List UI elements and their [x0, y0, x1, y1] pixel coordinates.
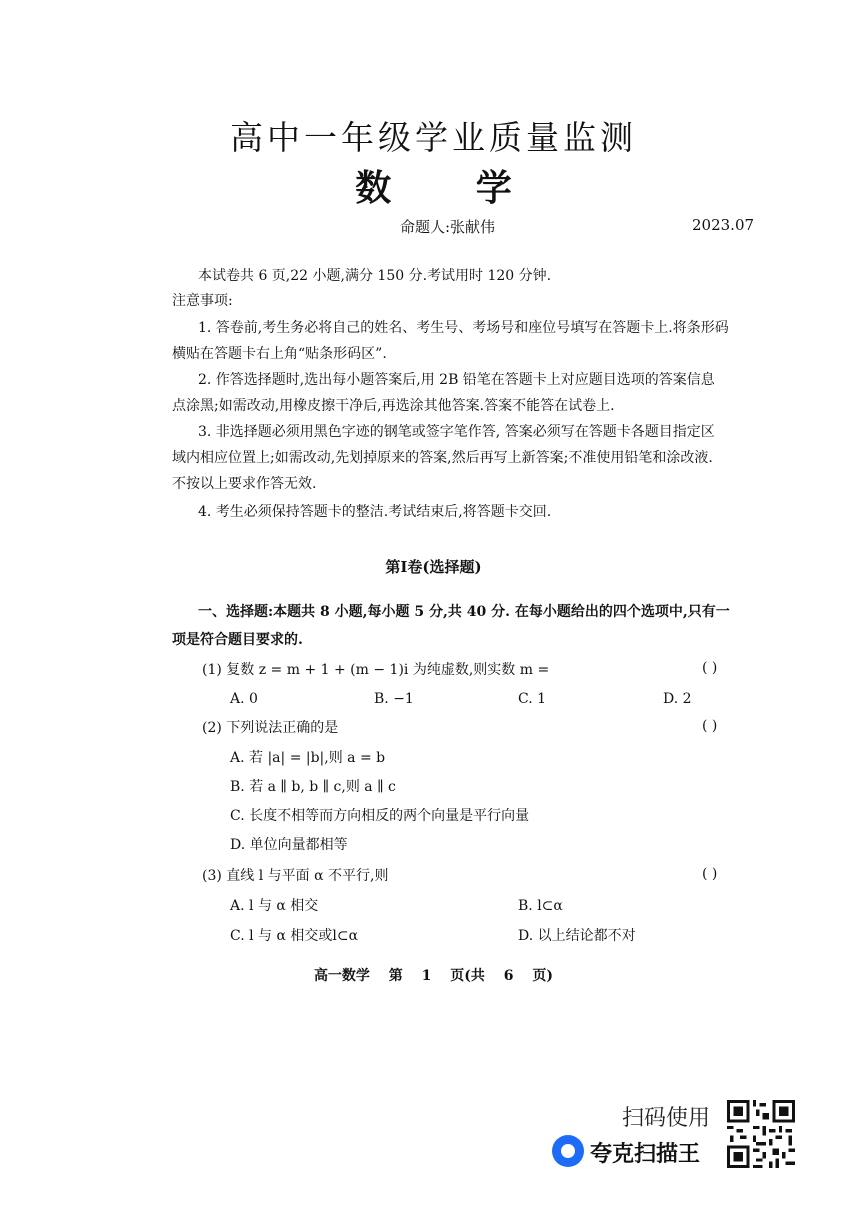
answer-bracket: ( )	[702, 718, 718, 734]
note-line: 1. 答卷前,考生务必将自己的姓名、考生号、考场号和座位号填写在答题卡上.将条形码	[198, 320, 729, 336]
scanner-brand	[552, 1135, 722, 1167]
question-stem: (1) 复数 z = m + 1 + (m − 1)i 为纯虚数,则实数 m =	[202, 662, 550, 678]
exam-title: 高中一年级学业质量监测	[230, 118, 637, 157]
question-stem: (3) 直线 l 与平面 α 不平行,则	[202, 868, 389, 884]
note-line: 横贴在答题卡右上角“贴条形码区”.	[172, 346, 387, 362]
option-d: D. 2	[663, 691, 692, 707]
option-d: D. 单位向量都相等	[230, 837, 348, 853]
answer-bracket: ( )	[702, 660, 718, 676]
option-b: B. −1	[374, 691, 414, 707]
option-b: B. l⊂α	[518, 898, 563, 914]
option-d: D. 以上结论都不对	[518, 928, 636, 944]
answer-bracket: ( )	[702, 866, 718, 882]
option-c: C. 长度不相等而方向相反的两个向量是平行向量	[230, 808, 530, 824]
scan-caption: 扫码使用	[622, 1106, 711, 1131]
section-title: 第I卷(选择题)	[385, 558, 482, 576]
exam-date: 2023.07	[692, 216, 755, 234]
note-line: 点涂黑;如需改动,用橡皮擦干净后,再选涂其他答案.答案不能答在试卷上.	[172, 398, 615, 414]
quark-logo-icon	[552, 1135, 584, 1167]
option-a: A. 0	[230, 691, 258, 707]
notice-title: 注意事项:	[172, 293, 233, 309]
option-b: B. 若 a ∥ b, b ∥ c,则 a ∥ c	[230, 779, 396, 795]
exam-subject: 数 学	[355, 167, 548, 209]
note-line: 3. 非选择题必须用黑色字迹的钢笔或签字笔作答, 答案必须写在答题卡各题目指定区	[198, 424, 715, 440]
page-footer: 高一数学 第 1 页(共 6 页)	[313, 968, 554, 984]
section-instruction: 一、选择题:本题共 8 小题,每小题 5 分,共 40 分. 在每小题给出的四个选项中,只有一	[198, 604, 730, 620]
question-stem: (2) 下列说法正确的是	[202, 720, 339, 736]
option-c: C. 1	[518, 691, 547, 707]
note-line: 4. 考生必须保持答题卡的整洁.考试结束后,将答题卡交回.	[198, 504, 552, 520]
exam-author: 命题人:张献伟	[400, 218, 496, 236]
note-line: 2. 作答选择题时,选出每小题答案后,用 2B 铅笔在答题卡上对应题目选项的答案信息	[198, 372, 715, 388]
section-instruction: 项是符合题目要求的.	[172, 632, 303, 648]
option-a: A. 若 |a| = |b|,则 a = b	[230, 750, 386, 766]
note-line: 不按以上要求作答无效.	[172, 476, 317, 492]
option-a: A. l 与 α 相交	[230, 898, 319, 914]
option-c: C. l 与 α 相交或l⊂α	[230, 928, 359, 944]
brand-name: 夸克扫描王	[590, 1142, 701, 1167]
note-line: 域内相应位置上;如需改动,先划掉原来的答案,然后再写上新答案;不准使用铅笔和涂改液.	[172, 450, 713, 466]
qr-code-icon[interactable]	[727, 1100, 795, 1168]
exam-summary: 本试卷共 6 页,22 小题,满分 150 分.考试用时 120 分钟.	[198, 268, 552, 284]
